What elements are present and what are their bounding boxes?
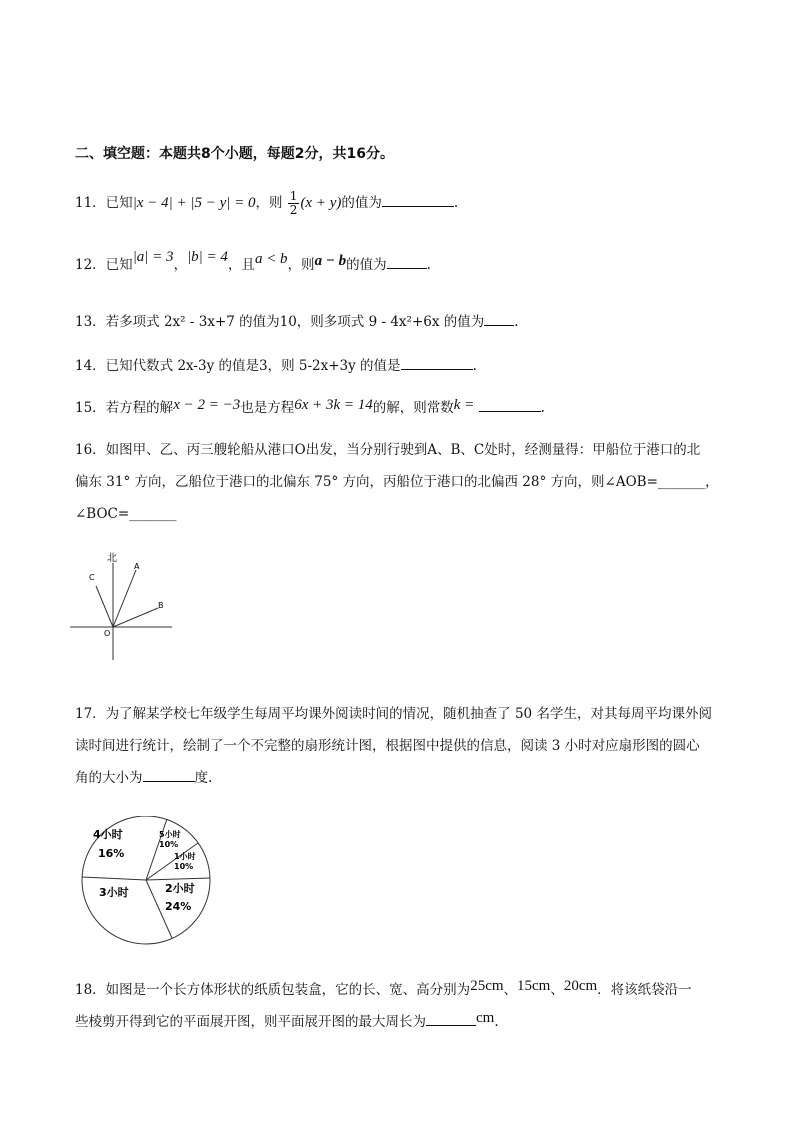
q18-height: 20cm [563, 978, 598, 994]
q11-fraction: $\frac{1}{2}$ [289, 189, 298, 217]
slice-5h-percent: 10% [159, 840, 179, 849]
q13-text: 13．若多项式 2x² - 3x+7 的值为10，则多项式 9 - 4x²+6x 的值为 [75, 314, 485, 330]
slice-3h-label: 3小时 [99, 886, 129, 899]
north-label: 北 [107, 553, 117, 564]
question-12: 12．已知|a| = 3，|b| = 4，且a < b，则a − b的值为 . [75, 249, 431, 273]
q11-fraction-tail: (x + y) [300, 195, 342, 211]
q11-mid: ，则 [255, 195, 283, 211]
q11-tail: 的值为 [341, 195, 382, 211]
q12-answer-blank[interactable] [387, 255, 427, 269]
q18-answer-blank[interactable] [426, 1012, 476, 1026]
direction-diagram [60, 548, 190, 663]
slice-2h-percent: 24% [165, 900, 192, 913]
point-o-label: O [104, 629, 111, 638]
q15-equation-1: x − 2 = −3 [173, 397, 241, 413]
ray-oc [96, 586, 113, 627]
q15-number: 15．若方程的解 [75, 400, 174, 416]
q15-equation-2: 6x + 3k = 14 [294, 397, 373, 413]
q16-line-3: ∠BOC=_______ [75, 506, 177, 522]
q13-answer-blank[interactable] [484, 312, 514, 326]
slice-4h-label: 4小时 [93, 828, 123, 841]
section-title: 二、填空题：本题共8个小题，每题2分，共16分。 [75, 146, 394, 162]
q15-answer-blank[interactable] [479, 398, 541, 412]
slice-1h-label: 1小时 [174, 852, 196, 861]
q15-k: k = [453, 397, 475, 413]
q12-b-abs: |b| = 4 [187, 249, 228, 265]
q12-number: 12．已知 [75, 257, 133, 273]
q11-number: 11．已知 [75, 195, 133, 211]
q11-expression: |x − 4| + |5 − y| = 0 [132, 195, 256, 211]
q18-line-2: 些棱剪开得到它的平面展开图，则平面展开图的最大周长为 cm. [75, 1010, 499, 1030]
q17-answer-blank[interactable] [143, 768, 195, 782]
question-18 [75, 974, 725, 1038]
q16-line-2: 偏东 31° 方向，乙船位于港口的北偏东 75° 方向，丙船位于港口的北偏西 28° 方向，则∠AOB=_______， [75, 474, 719, 490]
question-17 [75, 698, 725, 794]
q16-line-1: 16．如图甲、乙、丙三艘轮船从港口O出发，当分别行驶到A、B、C处时，经测量得：甲船位于港口的北 [75, 442, 701, 458]
pie-chart [76, 816, 216, 956]
q14-answer-blank[interactable] [401, 356, 473, 370]
q14-text: 14．已知代数式 2x-3y 的值是3，则 5-2x+3y 的值是 [75, 358, 401, 374]
question-14: 14．已知代数式 2x-3y 的值是3，则 5-2x+3y 的值是 . [75, 358, 477, 374]
q12-a-abs: |a| = 3 [132, 249, 174, 265]
slice-5h-label: 5小时 [159, 830, 181, 839]
question-13: 13．若多项式 2x² - 3x+7 的值为10，则多项式 9 - 4x²+6x 的值为 . [75, 314, 519, 330]
point-a-label: A [134, 562, 140, 571]
q17-line-2: 读时间进行统计，绘制了一个不完整的扇形统计图，根据图中提供的信息，阅读 3 小时对应扇形图的圆心 [75, 738, 700, 754]
slice-2h-label: 2小时 [165, 882, 195, 895]
q12-difference: a − b [314, 253, 347, 269]
q18-line-1: 18．如图是一个长方体形状的纸质包装盒，它的长、宽、高分别为25cm、15cm、20cm．将该纸袋沿一 [75, 978, 692, 998]
point-c-label: C [89, 573, 95, 582]
q12-inequality: a < b [254, 251, 288, 267]
question-11: 11．已知|x − 4| + |5 − y| = 0，则 $\frac{1}{2}$ (x + y)的值为 . [75, 189, 459, 217]
q18-length: 25cm [470, 978, 504, 994]
q18-width: 15cm [517, 978, 551, 994]
point-b-label: B [158, 601, 164, 610]
q17-line-1: 17．为了解某学校七年级学生每周平均课外阅读时间的情况，随机抽查了 50 名学生，对其每周平均课外阅 [75, 706, 712, 722]
question-15: 15．若方程的解x − 2 = −3也是方程6x + 3k = 14的解，则常数k = . [75, 397, 545, 416]
q17-line-3: 角的大小为 度. [75, 770, 213, 786]
slice-1h-percent: 10% [174, 862, 194, 871]
q11-answer-blank[interactable] [382, 193, 454, 207]
slice-4h-percent: 16% [98, 847, 125, 860]
question-16 [75, 434, 725, 530]
